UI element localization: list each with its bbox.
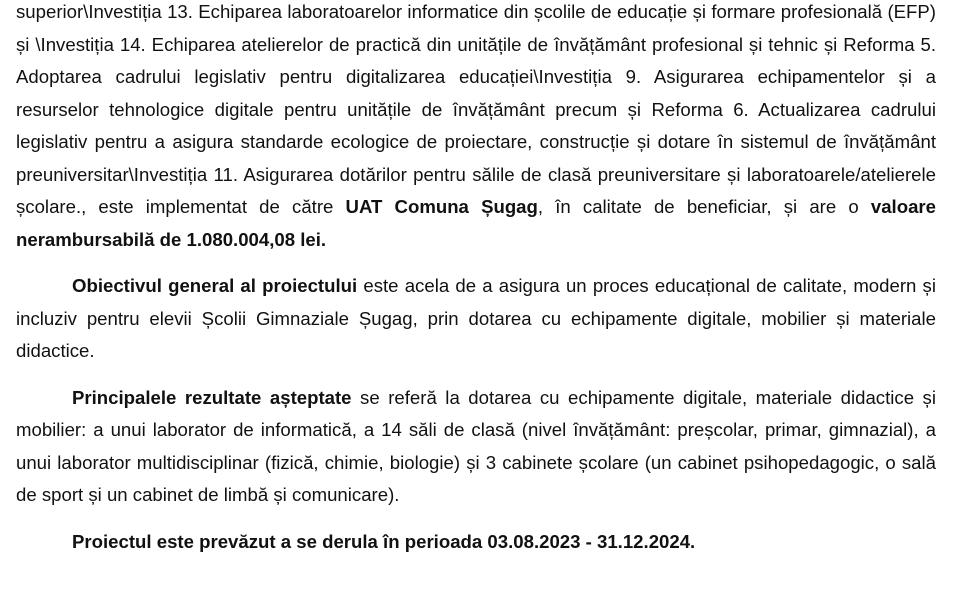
intro-text-continued: , în calitate de beneficiar, și are o	[537, 196, 871, 217]
paragraph-period	[16, 526, 936, 559]
results-text: se referă la dotarea cu echipamente digitale, materiale didactice și mobilier: a unui laborator de informatică, a 14 săli de clasă (nivel învățământ: preșcolar, primar, gimnazial), a unui laborator multidisciplinar (fizică, chimie, biologie) și 3 cabinete școlare (un cabinet psihopedagogic, o sală de sport și un cabinet de limbă și comunicare).	[16, 386, 936, 505]
paragraph-intro	[16, 0, 936, 256]
period-text: Proiectul este prevăzut a se derula în perioada 03.08.2023 - 31.12.2024.	[72, 530, 696, 552]
paragraph-results	[16, 382, 936, 512]
paragraph-objective	[16, 270, 936, 368]
intro-text: superior\Investiția 13. Echiparea laboratoarelor informatice din școlile de educație și formare profesională (EFP) și \Investiția 14. Echiparea atelierelor de practică din unitățile de învățământ profesional și tehnic și Reforma 5. Adoptarea cadrului legislativ pentru digitalizarea educației\Investiția 9. Asigurarea echipamentelor și a resurselor tehnologice digitale pentru unitățile de învățământ precum și Reforma 6. Actualizarea cadrului legislativ pentru a asigura standarde ecologice de proiectare, construcție și dotare în sistemul de învățământ preuniversitar\Investiția 11. Asigurarea dotărilor pentru sălile de clasă preuniversitare și laboratoarele/atelierele școlare., este implementat de către	[16, 1, 936, 217]
objective-label: Obiectivul general al proiectului	[72, 275, 358, 296]
beneficiary-name: UAT Comuna Șugag	[345, 196, 538, 217]
results-label: Principalele rezultate așteptate	[72, 386, 352, 408]
objective-text: este acela de a asigura un proces educațional de calitate, modern și incluziv pentru elevii Școlii Gimnaziale Șugag, prin dotarea cu echipamente digitale, mobilier și materiale didactice.	[16, 275, 936, 361]
grant-value: valoare nerambursabilă de 1.080.004,08 lei.	[16, 196, 936, 250]
document-page	[16, 0, 936, 558]
